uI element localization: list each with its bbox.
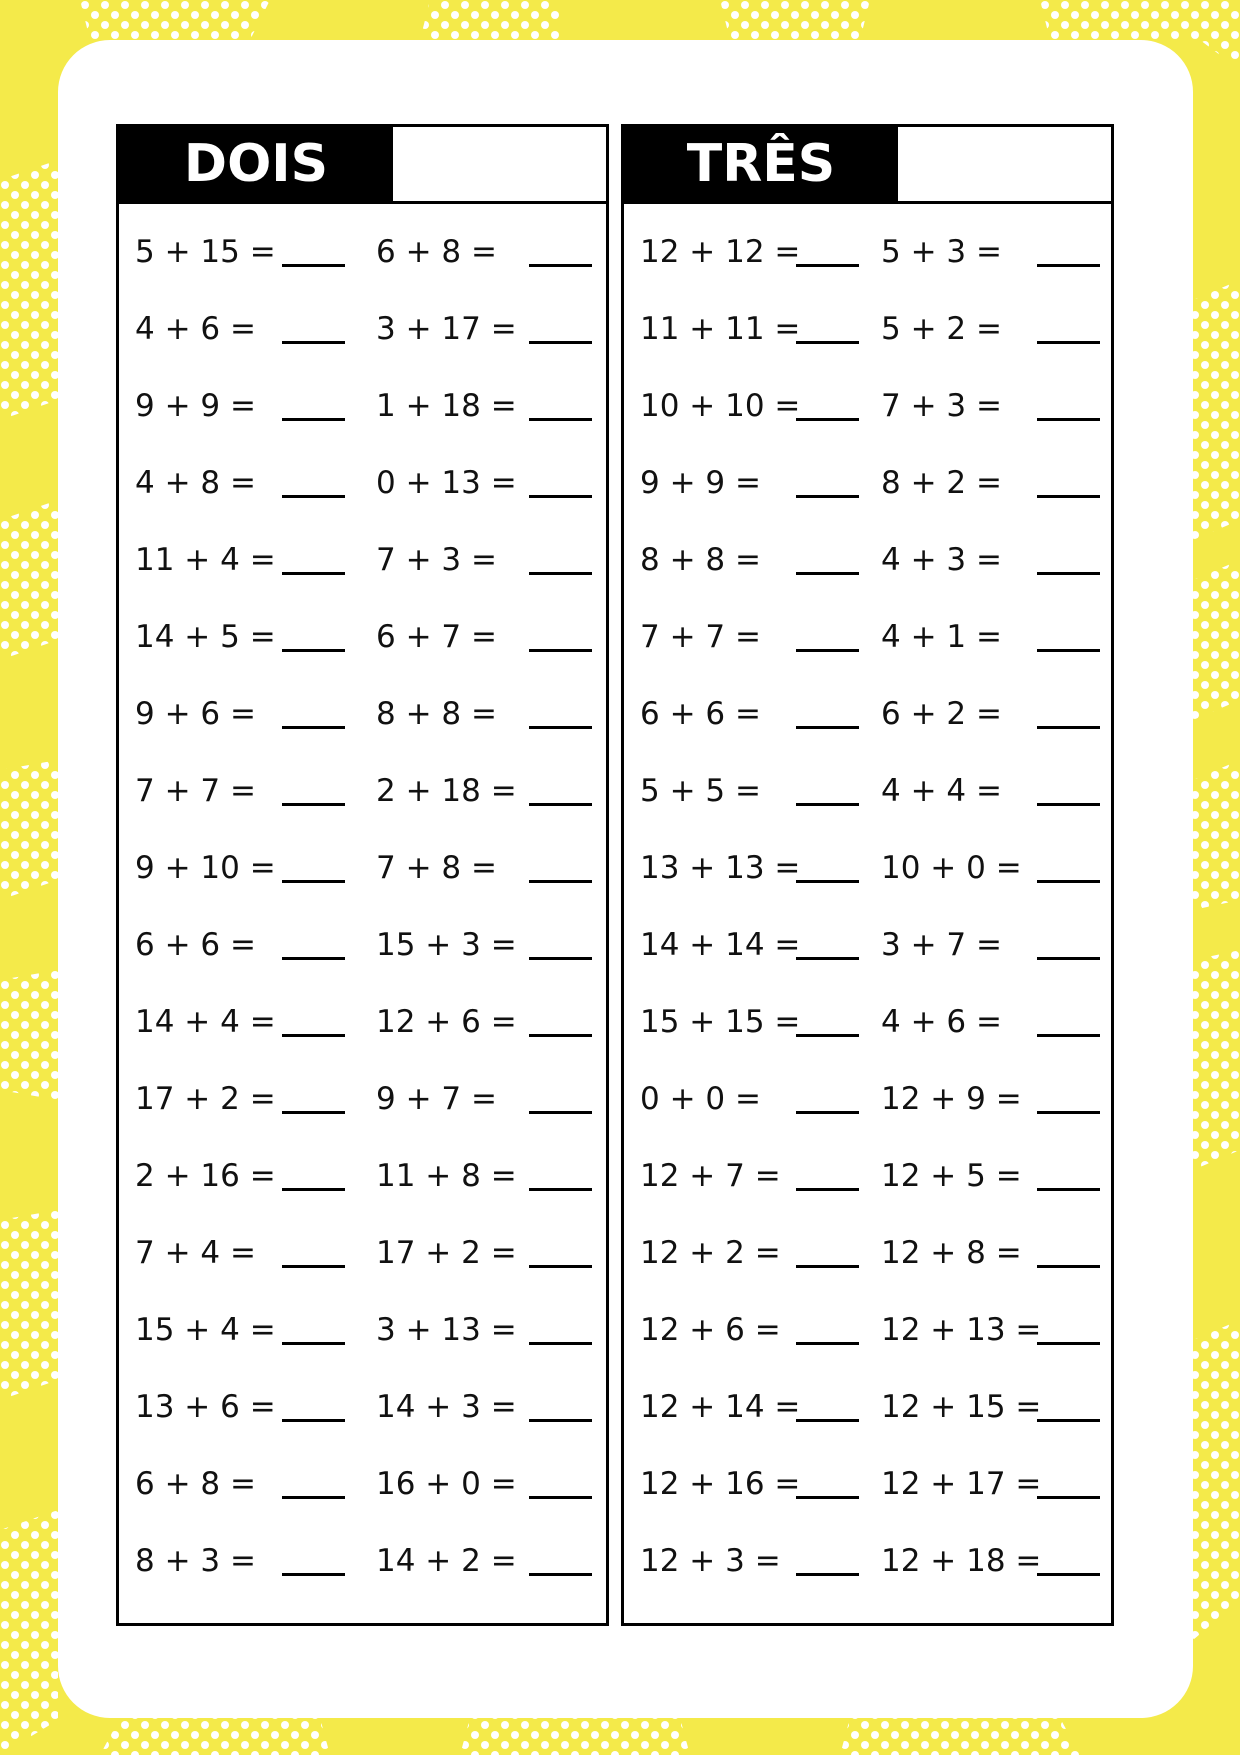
answer-blank[interactable]: [529, 726, 592, 729]
problem-text: 14 + 2 =: [376, 1543, 517, 1579]
problem-text: 2 + 18 =: [376, 773, 517, 809]
problem-text: 11 + 4 =: [135, 542, 276, 578]
problem-text: 12 + 8 =: [881, 1235, 1022, 1271]
panel-header: [119, 127, 606, 204]
problem-text: 10 + 0 =: [881, 850, 1022, 886]
problem-row: [119, 1138, 606, 1215]
answer-blank[interactable]: [529, 418, 592, 421]
answer-blank[interactable]: [529, 1188, 592, 1191]
problem-text: 3 + 7 =: [881, 927, 1002, 963]
answer-blank[interactable]: [796, 1496, 859, 1499]
answer-blank[interactable]: [282, 1111, 345, 1114]
answer-blank[interactable]: [796, 726, 859, 729]
problem-row: [119, 599, 606, 676]
problem-text: 8 + 2 =: [881, 465, 1002, 501]
problem-text: 6 + 8 =: [376, 234, 497, 270]
problem-text: 5 + 3 =: [881, 234, 1002, 270]
answer-blank[interactable]: [282, 1496, 345, 1499]
problem-text: 7 + 3 =: [881, 388, 1002, 424]
problem-text: 10 + 10 =: [640, 388, 801, 424]
answer-blank[interactable]: [282, 1573, 345, 1576]
problem-text: 13 + 6 =: [135, 1389, 276, 1425]
problem-text: 4 + 8 =: [135, 465, 256, 501]
answer-blank[interactable]: [796, 1111, 859, 1114]
problem-text: 6 + 6 =: [640, 696, 761, 732]
answer-blank[interactable]: [529, 880, 592, 883]
answer-blank[interactable]: [282, 264, 345, 267]
answer-blank[interactable]: [796, 1188, 859, 1191]
answer-blank[interactable]: [282, 1419, 345, 1422]
problem-text: 14 + 14 =: [640, 927, 801, 963]
problem-text: 4 + 4 =: [881, 773, 1002, 809]
problem-row: [624, 907, 1111, 984]
answer-blank[interactable]: [1037, 1111, 1100, 1114]
problem-text: 17 + 2 =: [135, 1081, 276, 1117]
problem-row: [119, 907, 606, 984]
problem-text: 15 + 15 =: [640, 1004, 801, 1040]
problem-row: [119, 214, 606, 291]
answer-blank[interactable]: [282, 495, 345, 498]
problem-row: [624, 445, 1111, 522]
answer-blank[interactable]: [529, 572, 592, 575]
problem-text: 12 + 12 =: [640, 234, 801, 270]
answer-blank[interactable]: [282, 726, 345, 729]
problem-text: 1 + 18 =: [376, 388, 517, 424]
problem-text: 12 + 9 =: [881, 1081, 1022, 1117]
worksheet-panel-dois: [116, 124, 609, 1626]
problem-text: 13 + 13 =: [640, 850, 801, 886]
problem-text: 12 + 3 =: [640, 1543, 781, 1579]
answer-blank[interactable]: [529, 264, 592, 267]
problem-text: 14 + 4 =: [135, 1004, 276, 1040]
problem-text: 3 + 13 =: [376, 1312, 517, 1348]
answer-blank[interactable]: [529, 803, 592, 806]
problem-text: 14 + 5 =: [135, 619, 276, 655]
answer-blank[interactable]: [796, 1573, 859, 1576]
problem-row: [119, 1215, 606, 1292]
problem-text: 7 + 7 =: [135, 773, 256, 809]
answer-blank[interactable]: [796, 495, 859, 498]
answer-blank[interactable]: [1037, 1034, 1100, 1037]
answer-blank[interactable]: [282, 957, 345, 960]
problem-row: [119, 1446, 606, 1523]
problem-row: [624, 291, 1111, 368]
answer-blank[interactable]: [529, 1342, 592, 1345]
problem-text: 9 + 7 =: [376, 1081, 497, 1117]
problem-row: [624, 522, 1111, 599]
problem-row: [624, 830, 1111, 907]
answer-blank[interactable]: [1037, 341, 1100, 344]
answer-blank[interactable]: [796, 957, 859, 960]
problem-text: 6 + 2 =: [881, 696, 1002, 732]
problem-row: [624, 676, 1111, 753]
answer-blank[interactable]: [796, 418, 859, 421]
problem-text: 9 + 6 =: [135, 696, 256, 732]
problem-text: 12 + 18 =: [881, 1543, 1042, 1579]
problem-row: [624, 1446, 1111, 1523]
problem-text: 4 + 3 =: [881, 542, 1002, 578]
answer-blank[interactable]: [796, 572, 859, 575]
problem-text: 6 + 6 =: [135, 927, 256, 963]
problem-text: 4 + 6 =: [881, 1004, 1002, 1040]
problem-row: [119, 368, 606, 445]
answer-blank[interactable]: [796, 649, 859, 652]
answer-blank[interactable]: [1037, 572, 1100, 575]
problem-text: 5 + 5 =: [640, 773, 761, 809]
answer-blank[interactable]: [282, 649, 345, 652]
answer-blank[interactable]: [282, 341, 345, 344]
problem-text: 12 + 6 =: [376, 1004, 517, 1040]
problem-text: 15 + 4 =: [135, 1312, 276, 1348]
problem-text: 16 + 0 =: [376, 1466, 517, 1502]
problem-text: 12 + 2 =: [640, 1235, 781, 1271]
panel-header: [624, 127, 1111, 204]
problem-row: [119, 1523, 606, 1600]
problem-text: 7 + 4 =: [135, 1235, 256, 1271]
answer-blank[interactable]: [282, 1265, 345, 1268]
answer-blank[interactable]: [282, 880, 345, 883]
problem-row: [119, 984, 606, 1061]
problem-text: 14 + 3 =: [376, 1389, 517, 1425]
answer-blank[interactable]: [1037, 1265, 1100, 1268]
answer-blank[interactable]: [282, 418, 345, 421]
problem-row: [624, 1523, 1111, 1600]
problem-text: 17 + 2 =: [376, 1235, 517, 1271]
problem-text: 8 + 3 =: [135, 1543, 256, 1579]
panel-title: DOIS: [119, 127, 393, 201]
problem-text: 8 + 8 =: [376, 696, 497, 732]
answer-blank[interactable]: [529, 1265, 592, 1268]
answer-blank[interactable]: [529, 1496, 592, 1499]
answer-blank[interactable]: [796, 1034, 859, 1037]
problem-text: 12 + 6 =: [640, 1312, 781, 1348]
answer-blank[interactable]: [282, 803, 345, 806]
problem-row: [119, 445, 606, 522]
problem-text: 0 + 0 =: [640, 1081, 761, 1117]
answer-blank[interactable]: [529, 957, 592, 960]
worksheet-panel-tres: [621, 124, 1114, 1626]
problem-text: 6 + 7 =: [376, 619, 497, 655]
answer-blank[interactable]: [529, 1111, 592, 1114]
problem-text: 4 + 1 =: [881, 619, 1002, 655]
answer-blank[interactable]: [529, 495, 592, 498]
problem-text: 6 + 8 =: [135, 1466, 256, 1502]
problem-text: 12 + 14 =: [640, 1389, 801, 1425]
problem-row: [624, 1369, 1111, 1446]
answer-blank[interactable]: [1037, 1342, 1100, 1345]
problem-text: 12 + 17 =: [881, 1466, 1042, 1502]
problem-text: 8 + 8 =: [640, 542, 761, 578]
problem-text: 2 + 16 =: [135, 1158, 276, 1194]
answer-blank[interactable]: [1037, 495, 1100, 498]
answer-blank[interactable]: [796, 341, 859, 344]
problem-row: [119, 1061, 606, 1138]
problem-text: 12 + 5 =: [881, 1158, 1022, 1194]
answer-blank[interactable]: [282, 1188, 345, 1191]
answer-blank[interactable]: [1037, 1188, 1100, 1191]
answer-blank[interactable]: [796, 1265, 859, 1268]
problem-row: [624, 1138, 1111, 1215]
answer-blank[interactable]: [796, 880, 859, 883]
problem-text: 11 + 8 =: [376, 1158, 517, 1194]
answer-blank[interactable]: [282, 1034, 345, 1037]
answer-blank[interactable]: [1037, 803, 1100, 806]
answer-blank[interactable]: [1037, 880, 1100, 883]
problem-text: 9 + 10 =: [135, 850, 276, 886]
problem-text: 12 + 16 =: [640, 1466, 801, 1502]
answer-blank[interactable]: [796, 1419, 859, 1422]
problem-text: 5 + 2 =: [881, 311, 1002, 347]
answer-blank[interactable]: [282, 572, 345, 575]
answer-blank[interactable]: [1037, 1496, 1100, 1499]
problem-row: [624, 1292, 1111, 1369]
answer-blank[interactable]: [1037, 264, 1100, 267]
problem-row: [624, 1061, 1111, 1138]
panel-title: TRÊS: [624, 127, 898, 201]
problem-text: 12 + 7 =: [640, 1158, 781, 1194]
problem-text: 11 + 11 =: [640, 311, 801, 347]
problem-row: [624, 214, 1111, 291]
problem-row: [624, 368, 1111, 445]
answer-blank[interactable]: [796, 803, 859, 806]
problem-text: 15 + 3 =: [376, 927, 517, 963]
answer-blank[interactable]: [1037, 1419, 1100, 1422]
problem-row: [119, 676, 606, 753]
problem-text: 3 + 17 =: [376, 311, 517, 347]
problem-row: [624, 753, 1111, 830]
problem-row: [119, 1292, 606, 1369]
problem-text: 12 + 15 =: [881, 1389, 1042, 1425]
problem-text: 7 + 7 =: [640, 619, 761, 655]
problem-row: [119, 1369, 606, 1446]
problem-row: [624, 984, 1111, 1061]
answer-blank[interactable]: [529, 1573, 592, 1576]
answer-blank[interactable]: [796, 1342, 859, 1345]
problem-row: [119, 830, 606, 907]
answer-blank[interactable]: [529, 341, 592, 344]
problem-row: [624, 1215, 1111, 1292]
answer-blank[interactable]: [1037, 1573, 1100, 1576]
problem-row: [119, 291, 606, 368]
problem-text: 7 + 8 =: [376, 850, 497, 886]
answer-blank[interactable]: [796, 264, 859, 267]
problem-text: 0 + 13 =: [376, 465, 517, 501]
answer-blank[interactable]: [529, 1419, 592, 1422]
problem-row: [119, 522, 606, 599]
problem-row: [119, 753, 606, 830]
answer-blank[interactable]: [1037, 957, 1100, 960]
answer-blank[interactable]: [529, 649, 592, 652]
answer-blank[interactable]: [282, 1342, 345, 1345]
problem-text: 5 + 15 =: [135, 234, 276, 270]
answer-blank[interactable]: [1037, 418, 1100, 421]
problem-text: 9 + 9 =: [135, 388, 256, 424]
problem-text: 12 + 13 =: [881, 1312, 1042, 1348]
problem-text: 4 + 6 =: [135, 311, 256, 347]
problem-text: 7 + 3 =: [376, 542, 497, 578]
answer-blank[interactable]: [529, 1034, 592, 1037]
problem-text: 9 + 9 =: [640, 465, 761, 501]
problem-row: [624, 599, 1111, 676]
answer-blank[interactable]: [1037, 726, 1100, 729]
answer-blank[interactable]: [1037, 649, 1100, 652]
